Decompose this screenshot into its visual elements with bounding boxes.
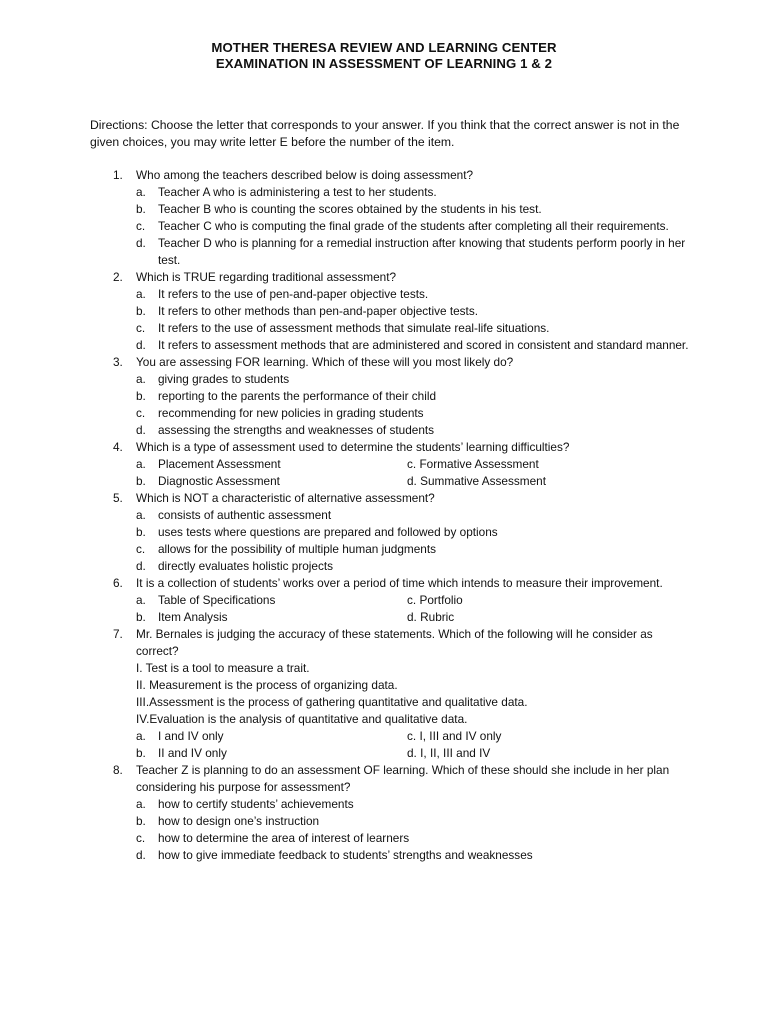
option-text: It refers to the use of assessment methods that simulate real-life situations. [158, 321, 550, 335]
option-row [136, 456, 696, 473]
option-text: Teacher B who is counting the scores obtained by the students in his test. [158, 202, 542, 216]
option-list [136, 371, 696, 439]
option-text: Teacher C who is computing the final grade of the students after completing all their requirements. [158, 219, 669, 233]
option-c [136, 541, 696, 558]
option-text: II and IV only [158, 746, 227, 760]
option-letter: b. [136, 814, 146, 828]
option-text: Placement Assessment [158, 457, 281, 471]
question-1 [0, 167, 696, 269]
option-letter: c. [136, 219, 146, 233]
option-text: uses tests where questions are prepared and followed by options [158, 525, 498, 539]
question-text: Which is a type of assessment used to determine the students’ learning difficulties? [136, 440, 570, 454]
option-text: how to certify students’ achievements [158, 797, 354, 811]
option-text: c. I, III and IV only [407, 729, 502, 743]
option-text: how to design one’s instruction [158, 814, 320, 828]
option-text: reporting to the parents the performance of their child [158, 389, 437, 403]
option-letter: a. [136, 508, 146, 522]
question-number: 5. [113, 491, 123, 505]
question-text: Who among the teachers described below is doing assessment? [136, 168, 474, 182]
option-text: It refers to the use of pen-and-paper objective tests. [158, 287, 429, 301]
option-b [136, 388, 696, 405]
option-a [136, 507, 696, 524]
option-list [136, 507, 696, 575]
option-letter: a. [136, 185, 146, 199]
question-number: 8. [113, 763, 123, 777]
question-number: 7. [113, 627, 123, 641]
question-5 [0, 490, 696, 575]
option-text: It refers to assessment methods that are administered and scored in consistent and standard manner. [158, 338, 689, 352]
option-d [136, 558, 696, 575]
option-letter: c. [136, 406, 146, 420]
option-d [136, 847, 696, 864]
question-number: 2. [113, 270, 123, 284]
statement-1: I. Test is a tool to measure a trait. [136, 661, 310, 675]
option-c [136, 830, 696, 847]
option-letter: a. [136, 287, 146, 301]
option-text: Table of Specifications [158, 593, 276, 607]
option-b [136, 524, 696, 541]
option-row [136, 473, 696, 490]
option-text: giving grades to students [158, 372, 290, 386]
question-text: Teacher Z is planning to do an assessment OF learning. Which of these should she include in her plan considering his purpose for assessment? [136, 763, 670, 794]
option-list [136, 184, 696, 269]
option-text: assessing the strengths and weaknesses of students [158, 423, 435, 437]
option-a [136, 286, 696, 303]
question-8 [0, 762, 696, 864]
exam-header [0, 40, 768, 72]
option-text: allows for the possibility of multiple human judgments [158, 542, 437, 556]
option-letter: c. [136, 542, 146, 556]
exam-title: EXAMINATION IN ASSESSMENT OF LEARNING 1 & 2 [215, 56, 553, 71]
option-letter: a. [136, 593, 146, 607]
option-letter: b. [136, 474, 146, 488]
option-text: d. Rubric [407, 610, 455, 624]
option-text: Teacher D who is planning for a remedial instruction after knowing that students perform poorly in her test. [158, 236, 686, 267]
question-6 [0, 575, 696, 626]
option-letter: b. [136, 202, 146, 216]
option-text: how to determine the area of interest of learners [158, 831, 410, 845]
option-letter: a. [136, 457, 146, 471]
option-text: Diagnostic Assessment [158, 474, 280, 488]
option-a [136, 184, 696, 201]
option-b [136, 201, 696, 218]
statement-3: III.Assessment is the process of gathering quantitative and qualitative data. [136, 695, 528, 709]
statement-2: II. Measurement is the process of organizing data. [136, 678, 398, 692]
option-letter: d. [136, 236, 146, 250]
option-letter: c. [136, 321, 146, 335]
option-text: c. Formative Assessment [407, 457, 539, 471]
option-text: It refers to other methods than pen-and-paper objective tests. [158, 304, 479, 318]
statement-4: IV.Evaluation is the analysis of quantitative and qualitative data. [136, 712, 468, 726]
option-letter: a. [136, 797, 146, 811]
option-text: d. Summative Assessment [407, 474, 546, 488]
option-d [136, 337, 696, 354]
option-text: consists of authentic assessment [158, 508, 332, 522]
option-c [136, 218, 696, 235]
option-c [136, 320, 696, 337]
question-4 [0, 439, 696, 490]
option-d [136, 422, 696, 439]
question-number: 6. [113, 576, 123, 590]
question-text: Which is NOT a characteristic of alternative assessment? [136, 491, 435, 505]
option-row [136, 728, 696, 745]
option-letter: b. [136, 746, 146, 760]
question-3 [0, 354, 696, 439]
question-number: 4. [113, 440, 123, 454]
option-b [136, 303, 696, 320]
option-text: Teacher A who is administering a test to her students. [158, 185, 437, 199]
option-letter: b. [136, 304, 146, 318]
question-7 [0, 626, 696, 762]
option-row [136, 592, 696, 609]
option-letter: a. [136, 729, 146, 743]
option-letter: d. [136, 423, 146, 437]
option-text: c. Portfolio [407, 593, 463, 607]
question-number: 1. [113, 168, 123, 182]
option-letter: d. [136, 338, 146, 352]
option-list [136, 286, 696, 354]
option-text: d. I, II, III and IV [407, 746, 491, 760]
option-a [136, 796, 696, 813]
option-letter: d. [136, 848, 146, 862]
question-text: It is a collection of students’ works over a period of time which intends to measure their improvement. [136, 576, 663, 590]
question-text: You are assessing FOR learning. Which of these will you most likely do? [136, 355, 514, 369]
question-number: 3. [113, 355, 123, 369]
question-text: Mr. Bernales is judging the accuracy of these statements. Which of the following will he consider as correct? [136, 627, 653, 658]
question-list [0, 167, 768, 864]
option-b [136, 813, 696, 830]
center-name: MOTHER THERESA REVIEW AND LEARNING CENTER [211, 40, 557, 55]
option-row [136, 745, 696, 762]
option-letter: d. [136, 559, 146, 573]
option-text: how to give immediate feedback to students’ strengths and weaknesses [158, 848, 533, 862]
option-d [136, 235, 696, 269]
option-text: I and IV only [158, 729, 224, 743]
directions-text: Directions: Choose the letter that corresponds to your answer. If you think that the correct answer is not in the given choices, you may write letter E before the number of the item. [90, 118, 680, 149]
option-letter: b. [136, 389, 146, 403]
option-c [136, 405, 696, 422]
option-letter: b. [136, 610, 146, 624]
option-a [136, 371, 696, 388]
option-letter: a. [136, 372, 146, 386]
question-text: Which is TRUE regarding traditional assessment? [136, 270, 397, 284]
option-row [136, 609, 696, 626]
option-text: directly evaluates holistic projects [158, 559, 334, 573]
option-text: recommending for new policies in grading students [158, 406, 424, 420]
question-2 [0, 269, 696, 354]
option-list [136, 796, 696, 864]
option-letter: b. [136, 525, 146, 539]
option-text: Item Analysis [158, 610, 228, 624]
option-letter: c. [136, 831, 146, 845]
